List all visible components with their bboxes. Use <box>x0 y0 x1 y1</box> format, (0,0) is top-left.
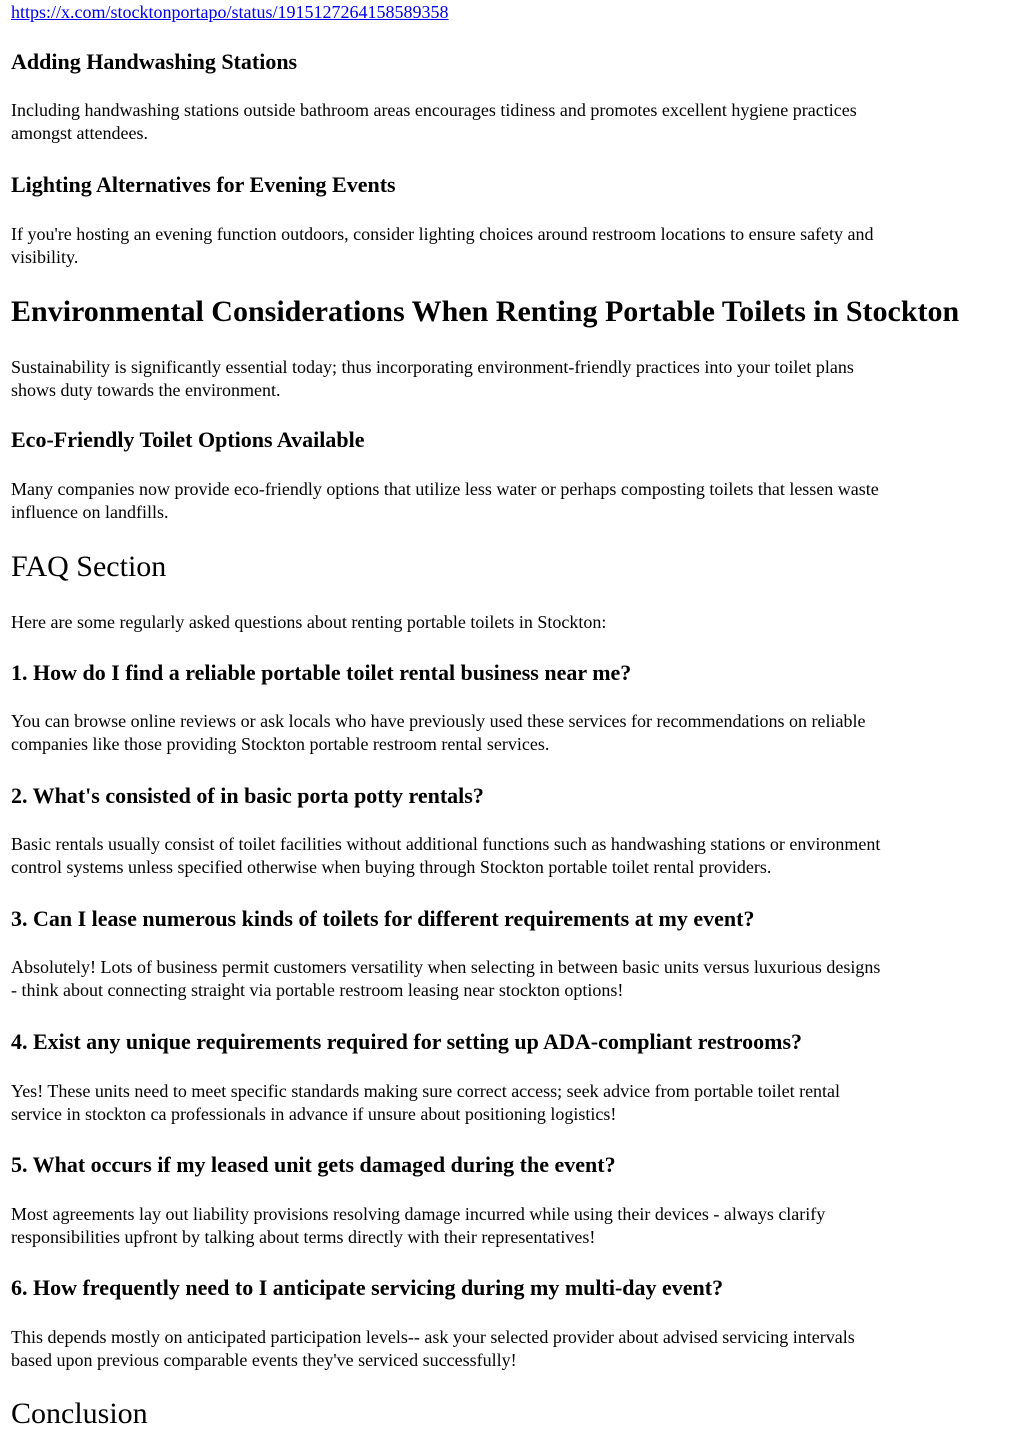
faq-answer-line: service in stockton ca professionals in advance if unsure about positioning logistics! <box>11 1104 617 1124</box>
faq-answer-line: based upon previous comparable events they've serviced successfully! <box>11 1350 517 1370</box>
paragraph-line: shows duty towards the environment. <box>11 380 281 400</box>
faq-answer-line: companies like those providing Stockton portable restroom rental services. <box>11 734 550 754</box>
source-link[interactable]: https://x.com/stocktonportapo/status/1915127264158589358 <box>11 2 449 22</box>
faq-answer-line: responsibilities upfront by talking about terms directly with their representatives! <box>11 1227 596 1247</box>
faq-answer-line: Most agreements lay out liability provisions resolving damage incurred while using their devices - always clarify <box>11 1204 826 1224</box>
faq-answer-line: Absolutely! Lots of business permit customers versatility when selecting in between basic units versus luxurious designs <box>11 957 881 977</box>
faq-answer-line: - think about connecting straight via portable restroom leasing near stockton options! <box>11 980 624 1000</box>
paragraph-line: If you're hosting an evening function outdoors, consider lighting choices around restroom locations to ensure safety and <box>11 224 874 244</box>
faq-question-2: 2. What's consisted of in basic porta potty rentals? <box>11 783 484 808</box>
faq-answer-line: Yes! These units need to meet specific standards making sure correct access; seek advice from portable toilet rental <box>11 1081 841 1101</box>
section-heading-eco: Eco-Friendly Toilet Options Available <box>11 427 365 452</box>
paragraph-line: amongst attendees. <box>11 123 148 143</box>
faq-question-6: 6. How frequently need to I anticipate servicing during my multi-day event? <box>11 1275 724 1300</box>
paragraph-line: influence on landfills. <box>11 502 169 522</box>
faq-question-3: 3. Can I lease numerous kinds of toilets for different requirements at my event? <box>11 906 755 931</box>
faq-question-5: 5. What occurs if my leased unit gets damaged during the event? <box>11 1152 616 1177</box>
paragraph-line: Including handwashing stations outside bathroom areas encourages tidiness and promotes excellent hygiene practices <box>11 100 857 120</box>
paragraph-line: Sustainability is significantly essential today; thus incorporating environment-friendly practices into your toilet plans <box>11 357 854 377</box>
paragraph-line: visibility. <box>11 247 79 267</box>
section-heading-lighting: Lighting Alternatives for Evening Events <box>11 172 396 197</box>
section-heading-handwashing: Adding Handwashing Stations <box>11 49 298 74</box>
section-heading-conclusion: Conclusion <box>11 1397 148 1430</box>
faq-question-4: 4. Exist any unique requirements required for setting up ADA-compliant restrooms? <box>11 1029 803 1054</box>
faq-question-1: 1. How do I find a reliable portable toilet rental business near me? <box>11 660 632 685</box>
section-heading-faq: FAQ Section <box>11 550 167 583</box>
faq-intro: Here are some regularly asked questions about renting portable toilets in Stockton: <box>11 612 607 632</box>
paragraph-line: Many companies now provide eco-friendly options that utilize less water or perhaps composting toilets that lessen waste <box>11 479 879 499</box>
faq-answer-line: You can browse online reviews or ask locals who have previously used these services for recommendations on reliable <box>11 711 866 731</box>
faq-answer-line: This depends mostly on anticipated participation levels-- ask your selected provider about advised servicing intervals <box>11 1327 855 1347</box>
section-heading-environmental: Environmental Considerations When Renting Portable Toilets in Stockton <box>11 295 960 328</box>
faq-answer-line: control systems unless specified otherwise when buying through Stockton portable toilet rental providers. <box>11 857 772 877</box>
faq-answer-line: Basic rentals usually consist of toilet facilities without additional functions such as handwashing stations or environment <box>11 834 881 854</box>
